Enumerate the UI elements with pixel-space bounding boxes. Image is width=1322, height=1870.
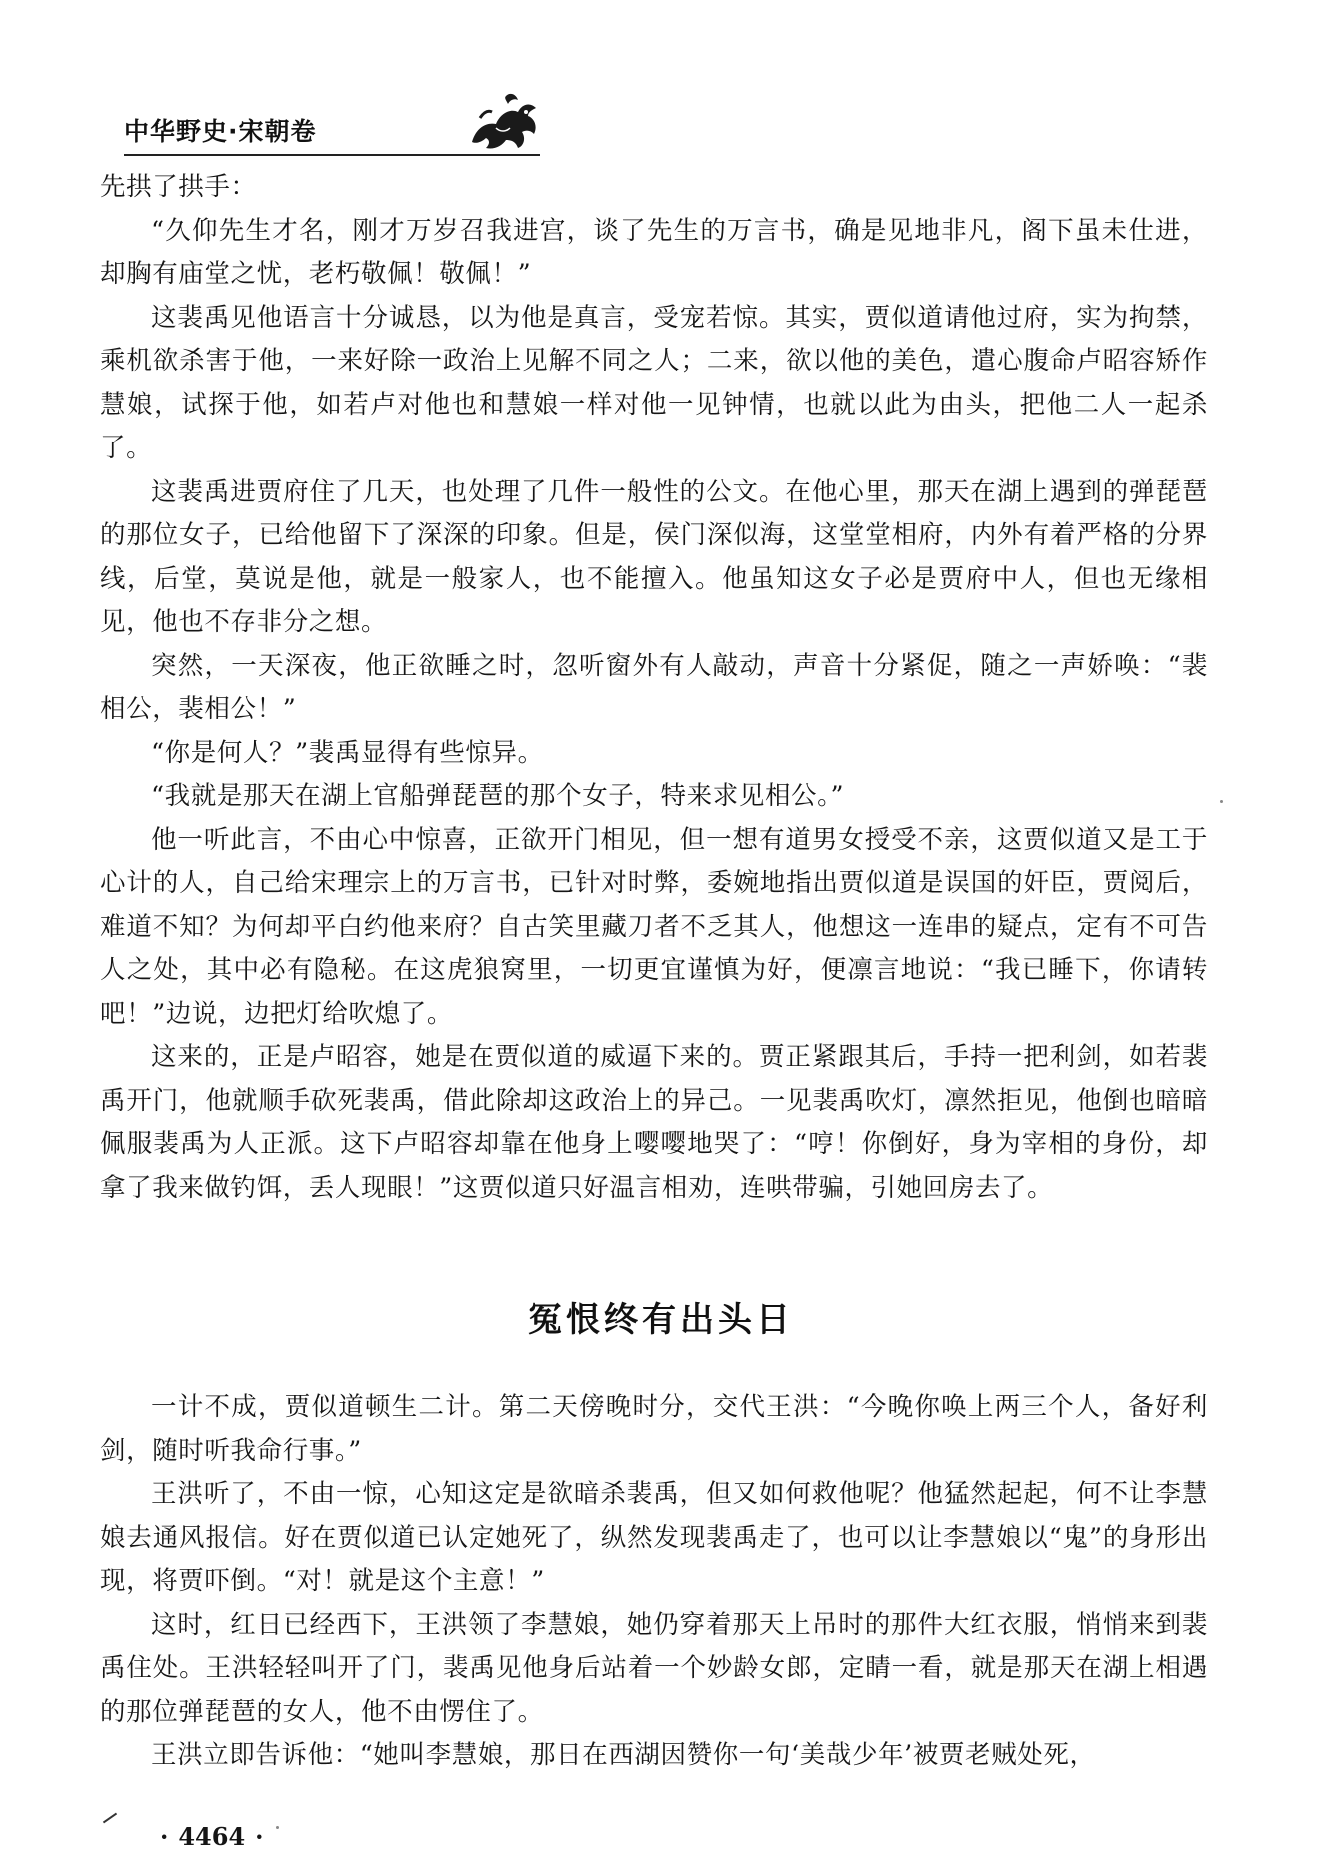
page-number-dot: · — [160, 1822, 169, 1851]
section-heading: 冤恨终有出头日 — [528, 1300, 794, 1340]
paragraph: 这时，红日已经西下，王洪领了李慧娘，她仍穿着那天上吊时的那件大红衣服，悄悄来到裴禹住处。王洪轻轻叫开了门，裴禹见他身后站着一个妙龄女郎，定睛一看，就是那天在湖上相遇的那位弹琵琶的女人，他不由愣住了。 — [100, 1609, 1208, 1727]
page-number-value: 4464 — [178, 1822, 246, 1851]
running-header — [124, 88, 540, 158]
scan-speck — [276, 1826, 279, 1829]
body-text-top — [100, 166, 1208, 1210]
page-number — [150, 1822, 274, 1851]
dragon-emblem-icon — [466, 88, 544, 154]
book-title: 中华野史·宋朝卷 — [124, 117, 317, 146]
pencil-mark — [103, 1813, 117, 1824]
page-number-dot: · — [255, 1822, 264, 1851]
paragraph: 突然，一天深夜，他正欲睡之时，忽听窗外有人敲动，声音十分紧促，随之一声娇唤：“裴相公，裴相公！” — [100, 650, 1208, 724]
paragraph: “我就是那天在湖上官船弹琵琶的那个女子，特来求见相公。” — [151, 781, 845, 811]
paragraph: 先拱了拱手： — [100, 172, 257, 202]
paragraph: 这裴禹进贾府住了几天，也处理了几件一般性的公文。在他心里，那天在湖上遇到的弹琵琶的那位女子，已给他留下了深深的印象。但是，侯门深似海，这堂堂相府，内外有着严格的分界线，后堂，莫说是他，就是一般家人，也不能擅入。他虽知这女子必是贾府中人，但也无缘相见，他也不存非分之想。 — [100, 476, 1208, 637]
body-text-bottom — [100, 1386, 1208, 1778]
paragraph: “久仰先生才名，刚才万岁召我进宫，谈了先生的万言书，确是见地非凡，阁下虽未仕进，却胸有庙堂之忧，老朽敬佩！敬佩！” — [100, 215, 1208, 289]
paragraph: 王洪听了，不由一惊，心知这定是欲暗杀裴禹，但又如何救他呢？他猛然起起，何不让李慧娘去通风报信。好在贾似道已认定她死了，纵然发现裴禹走了，也可以让李慧娘以“鬼”的身形出现，将贾吓倒。“对！就是这个主意！” — [100, 1479, 1208, 1596]
paragraph: 王洪立即告诉他：“她叫李慧娘，那日在西湖因赞你一句‘美哉少年’被贾老贼处死， — [151, 1740, 1096, 1770]
scan-speck — [1220, 800, 1223, 803]
paragraph: 他一听此言，不由心中惊喜，正欲开门相见，但一想有道男女授受不亲，这贾似道又是工于心计的人，自己给宋理宗上的万言书，已针对时弊，委婉地指出贾似道是误国的奸臣，贾阅后，难道不知？为何却平白约他来府？自古笑里藏刀者不乏其人，他想这一连串的疑点，定有不可告人之处，其中必有隐秘。在这虎狼窝里，一切更宜谨慎为好，便凛言地说：“我已睡下，你请转吧！”边说，边把灯给吹熄了。 — [100, 824, 1208, 1029]
header-rule — [124, 154, 540, 156]
paragraph: 这来的，正是卢昭容，她是在贾似道的威逼下来的。贾正紧跟其后，手持一把利剑，如若裴禹开门，他就顺手砍死裴禹，借此除却这政治上的异己。一见裴禹吹灯，凛然拒见，他倒也暗暗佩服裴禹为人正派。这下卢昭容却靠在他身上嘤嘤地哭了：“哼！你倒好，身为宰相的身份，却拿了我来做钓饵，丢人现眼！”这贾似道只好温言相劝，连哄带骗，引她回房去了。 — [100, 1042, 1208, 1203]
paragraph: “你是何人？”裴禹显得有些惊异。 — [151, 737, 544, 768]
paragraph: 一计不成，贾似道顿生二计。第二天傍晚时分，交代王洪：“今晚你唤上两三个人，备好利剑，随时听我命行事。” — [100, 1392, 1208, 1466]
paragraph: 这裴禹见他语言十分诚恳，以为他是真言，受宠若惊。其实，贾似道请他过府，实为拘禁，乘机欲杀害于他，一来好除一政治上见解不同之人；二来，欲以他的美色，遣心腹命卢昭容矫作慧娘，试探于他，如若卢对他也和慧娘一样对他一见钟情，也就以此为由头，把他二人一起杀了。 — [100, 302, 1208, 463]
